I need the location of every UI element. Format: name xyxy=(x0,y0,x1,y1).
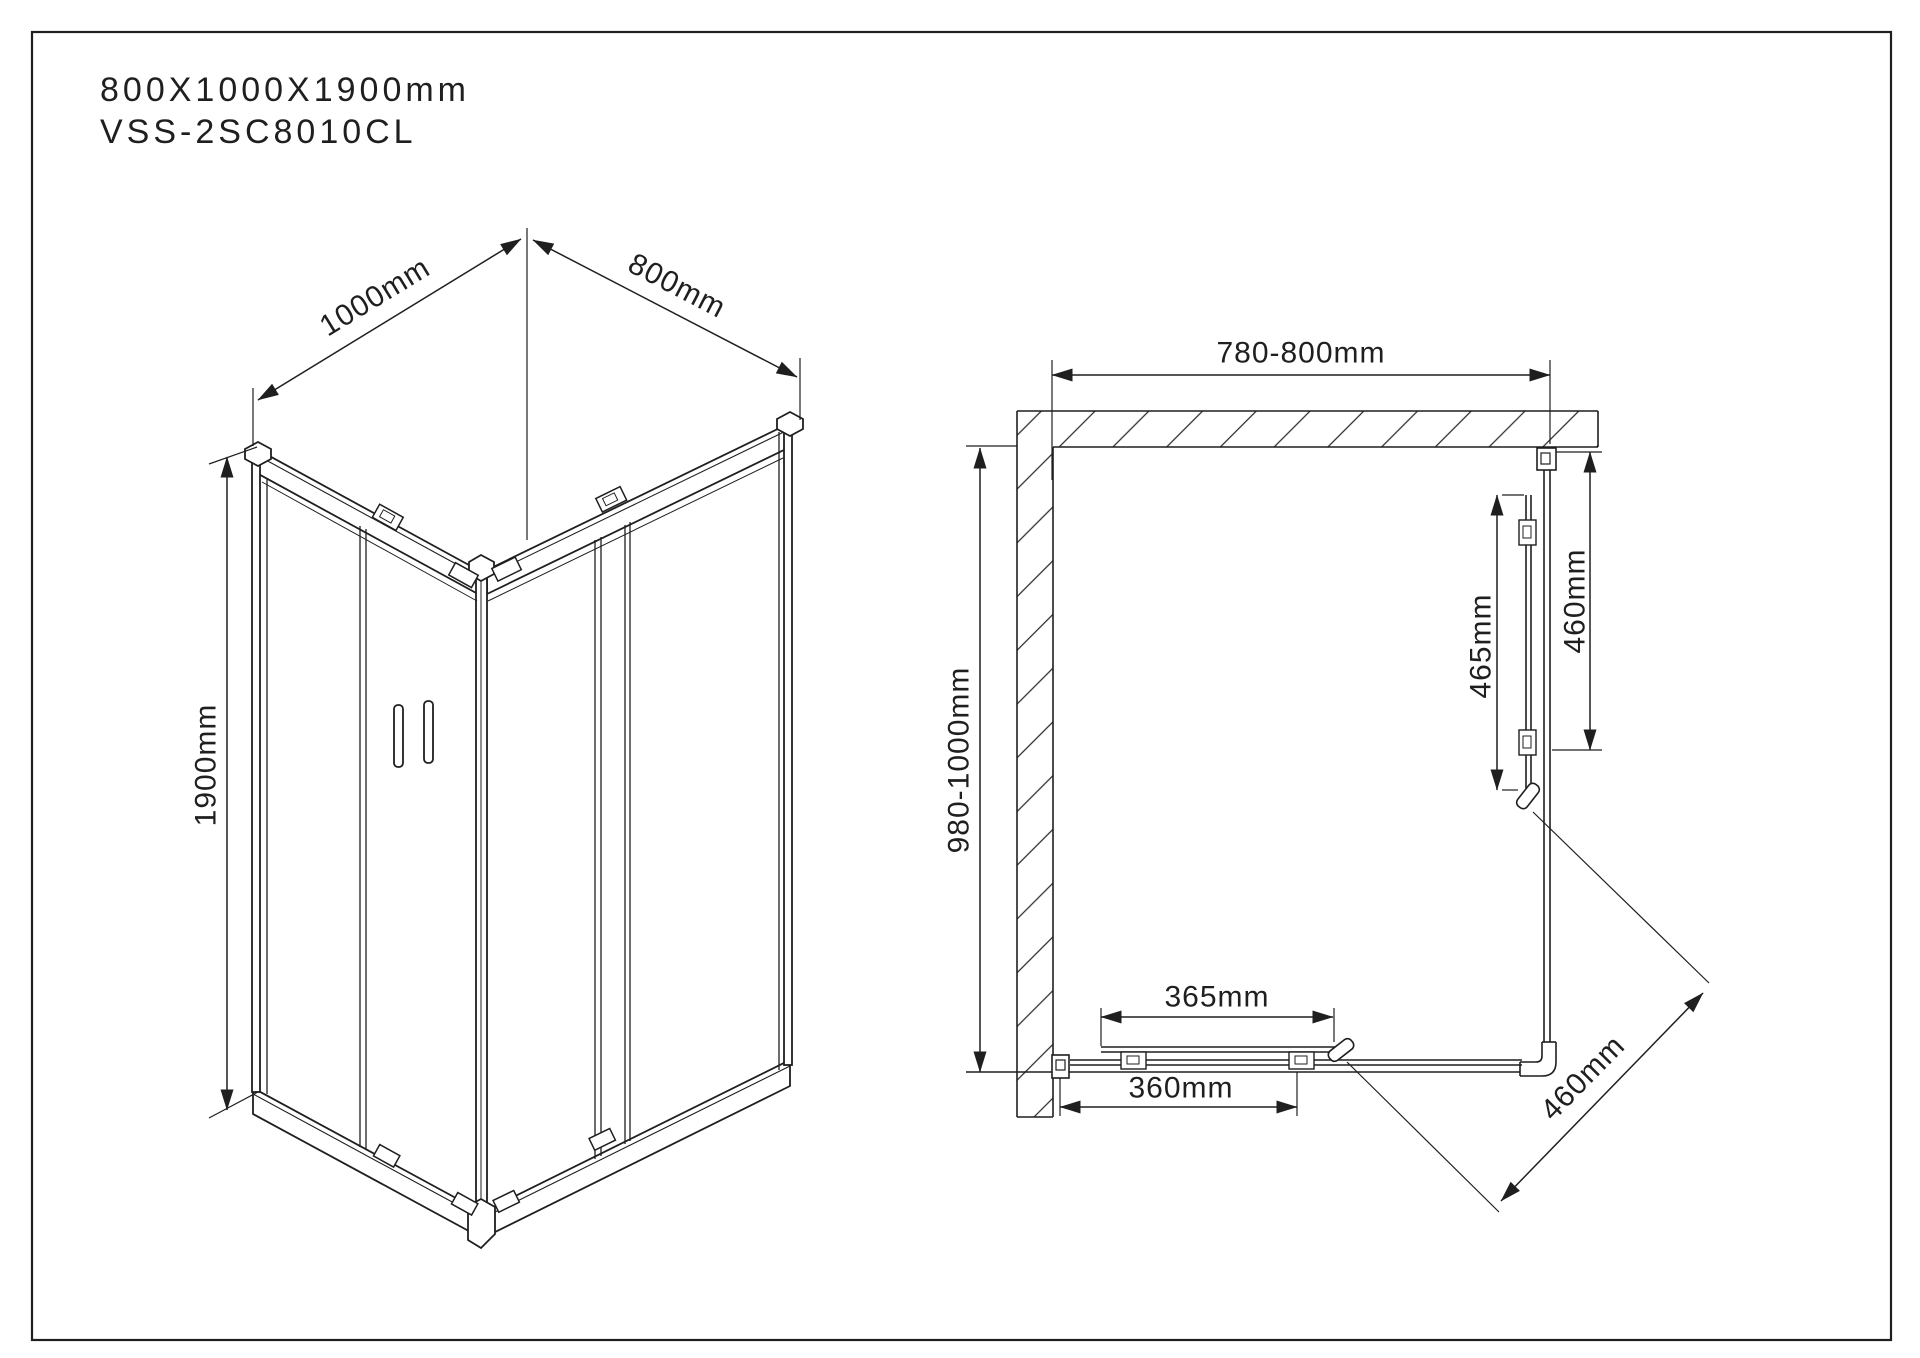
iso-right-door-handle xyxy=(424,701,433,763)
plan-top-wall-hatch xyxy=(1053,411,1598,447)
plan-bottom-fixed-dimension-label: 360mm xyxy=(1128,1071,1234,1105)
iso-right-wall-profile xyxy=(777,412,803,1065)
plan-corner-connector xyxy=(1520,1042,1556,1076)
plan-depth-dimension-label: 980-1000mm xyxy=(942,666,976,854)
plan-right-fixed-dimension-label: 460mm xyxy=(1558,548,1592,654)
iso-width-dimension-line xyxy=(258,239,521,400)
plan-corner-opening-dimension-label: 460mm xyxy=(1534,1028,1632,1128)
iso-top-right-rail xyxy=(487,423,790,594)
plan-left-wall-hatch xyxy=(1017,411,1053,1117)
iso-glass-panel-edges xyxy=(262,432,783,1159)
iso-left-door-handle xyxy=(394,705,403,767)
iso-bottom-right-rail xyxy=(487,1060,790,1236)
plan-bottom-wall-profile xyxy=(1052,1055,1069,1078)
product-size-title: 800X1000X1900mm xyxy=(100,71,471,109)
isometric-view xyxy=(209,228,803,1248)
plan-corner-opening-dimension-line xyxy=(1501,993,1703,1201)
iso-height-dimension-label: 1900mm xyxy=(189,703,223,827)
title-block xyxy=(100,71,470,151)
plan-width-dimension-label: 780-800mm xyxy=(1216,336,1386,370)
plan-bottom-door-dimension-label: 365mm xyxy=(1164,980,1270,1014)
iso-dimensions xyxy=(209,228,800,1118)
plan-walls xyxy=(1017,411,1598,1117)
iso-depth-dimension-label: 800mm xyxy=(622,247,732,325)
iso-width-dimension-label: 1000mm xyxy=(314,250,436,344)
product-model-title: VSS-2SC8010CL xyxy=(100,113,417,151)
plan-right-door-dimension-label: 465mm xyxy=(1464,593,1498,699)
plan-right-panel xyxy=(1515,448,1556,1042)
dimension-labels xyxy=(190,247,1632,1127)
iso-corner-post xyxy=(468,555,495,1248)
plan-right-door-handle xyxy=(1515,781,1542,810)
plan-right-door-rollers xyxy=(1519,520,1536,755)
plan-right-wall-profile xyxy=(1537,448,1556,470)
